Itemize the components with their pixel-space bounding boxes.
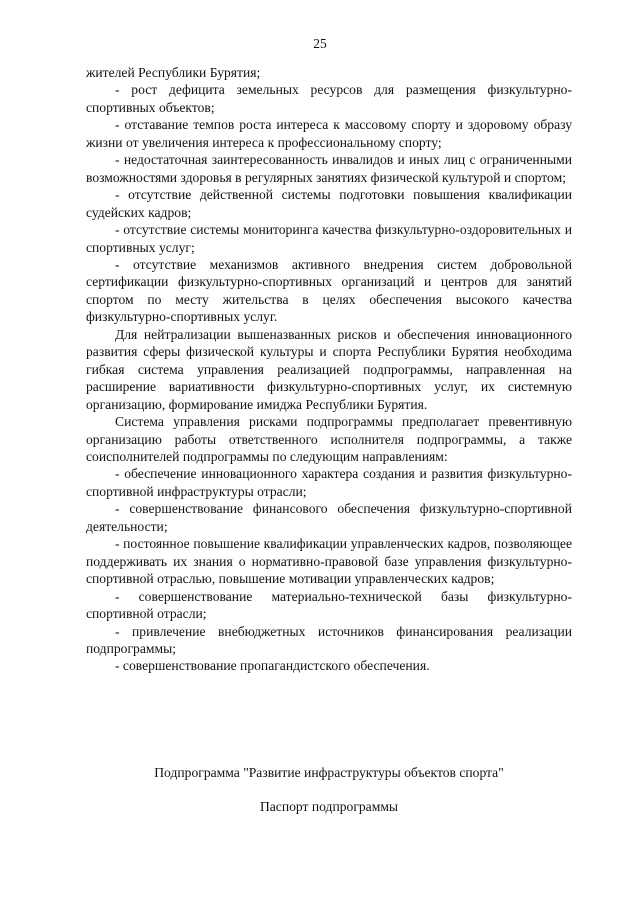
body-text — [86, 64, 572, 675]
paragraph: Система управления рисками подпрограммы предполагает превентивную организацию работы ответственного исполнителя подпрограммы, а также соисполнителей подпрограммы по следующим направлениям: — [86, 414, 572, 464]
paragraph: - отсутствие действенной системы подготовки повышения квалификации судейских кадров; — [86, 187, 572, 220]
paragraph: - совершенствование пропагандистского обеспечения. — [115, 658, 430, 674]
paragraph: - рост дефицита земельных ресурсов для размещения физкультурно-спортивных объектов; — [86, 82, 572, 115]
paragraph: - отсутствие механизмов активного внедрения систем добровольной сертификации физкультурно-спортивных организаций и центров для занятий спортом по месту жительства в целях обеспечения высокого качества физкультурно-спортивных услуг. — [86, 256, 572, 325]
paragraph: - совершенствование материально-технической базы физкультурно-спортивной отрасли; — [86, 588, 572, 622]
paragraph: - постоянное повышение квалификации управленческих кадров, позволяющее поддерживать их знания о нормативно-правовой базе управления физкультурно-спортивной отраслью, повышение мотивации управленческих кадров; — [86, 536, 572, 587]
page-number: 25 — [313, 36, 327, 51]
paragraph: - привлечение внебюджетных источников финансирования реализации подпрограммы; — [86, 623, 572, 656]
paragraph: - отсутствие системы мониторинга качества физкультурно-оздоровительных и спортивных услуг; — [86, 222, 572, 255]
paragraph: - недостаточная заинтересованность инвалидов и иных лиц с ограниченными возможностями здоровья в регулярных занятиях физической культурой и спортом; — [86, 152, 572, 185]
paragraph: Для нейтрализации вышеназванных рисков и обеспечения инновационного развития сферы физической культуры и спорта Республики Бурятия необходима гибкая система управления реализацией подпрограммы, направленная на расширение вариативности физкультурно-спортивных услуг, их системную организацию, формирование имиджа Республики Бурятия. — [86, 326, 572, 412]
paragraph: жителей Республики Бурятия; — [86, 65, 261, 80]
subprogram-title: Подпрограмма "Развитие инфраструктуры объектов спорта" — [154, 765, 504, 780]
paragraph: - отставание темпов роста интереса к массовому спорту и здоровому образу жизни от увеличения интереса к профессиональному спорту; — [86, 117, 572, 150]
passport-title: Паспорт подпрограммы — [259, 799, 399, 814]
paragraph: - совершенствование финансового обеспечения физкультурно-спортивной деятельности; — [86, 501, 572, 534]
paragraph: - обеспечение инновационного характера создания и развития физкультурно-спортивной инфраструктуры отрасли; — [86, 466, 572, 499]
